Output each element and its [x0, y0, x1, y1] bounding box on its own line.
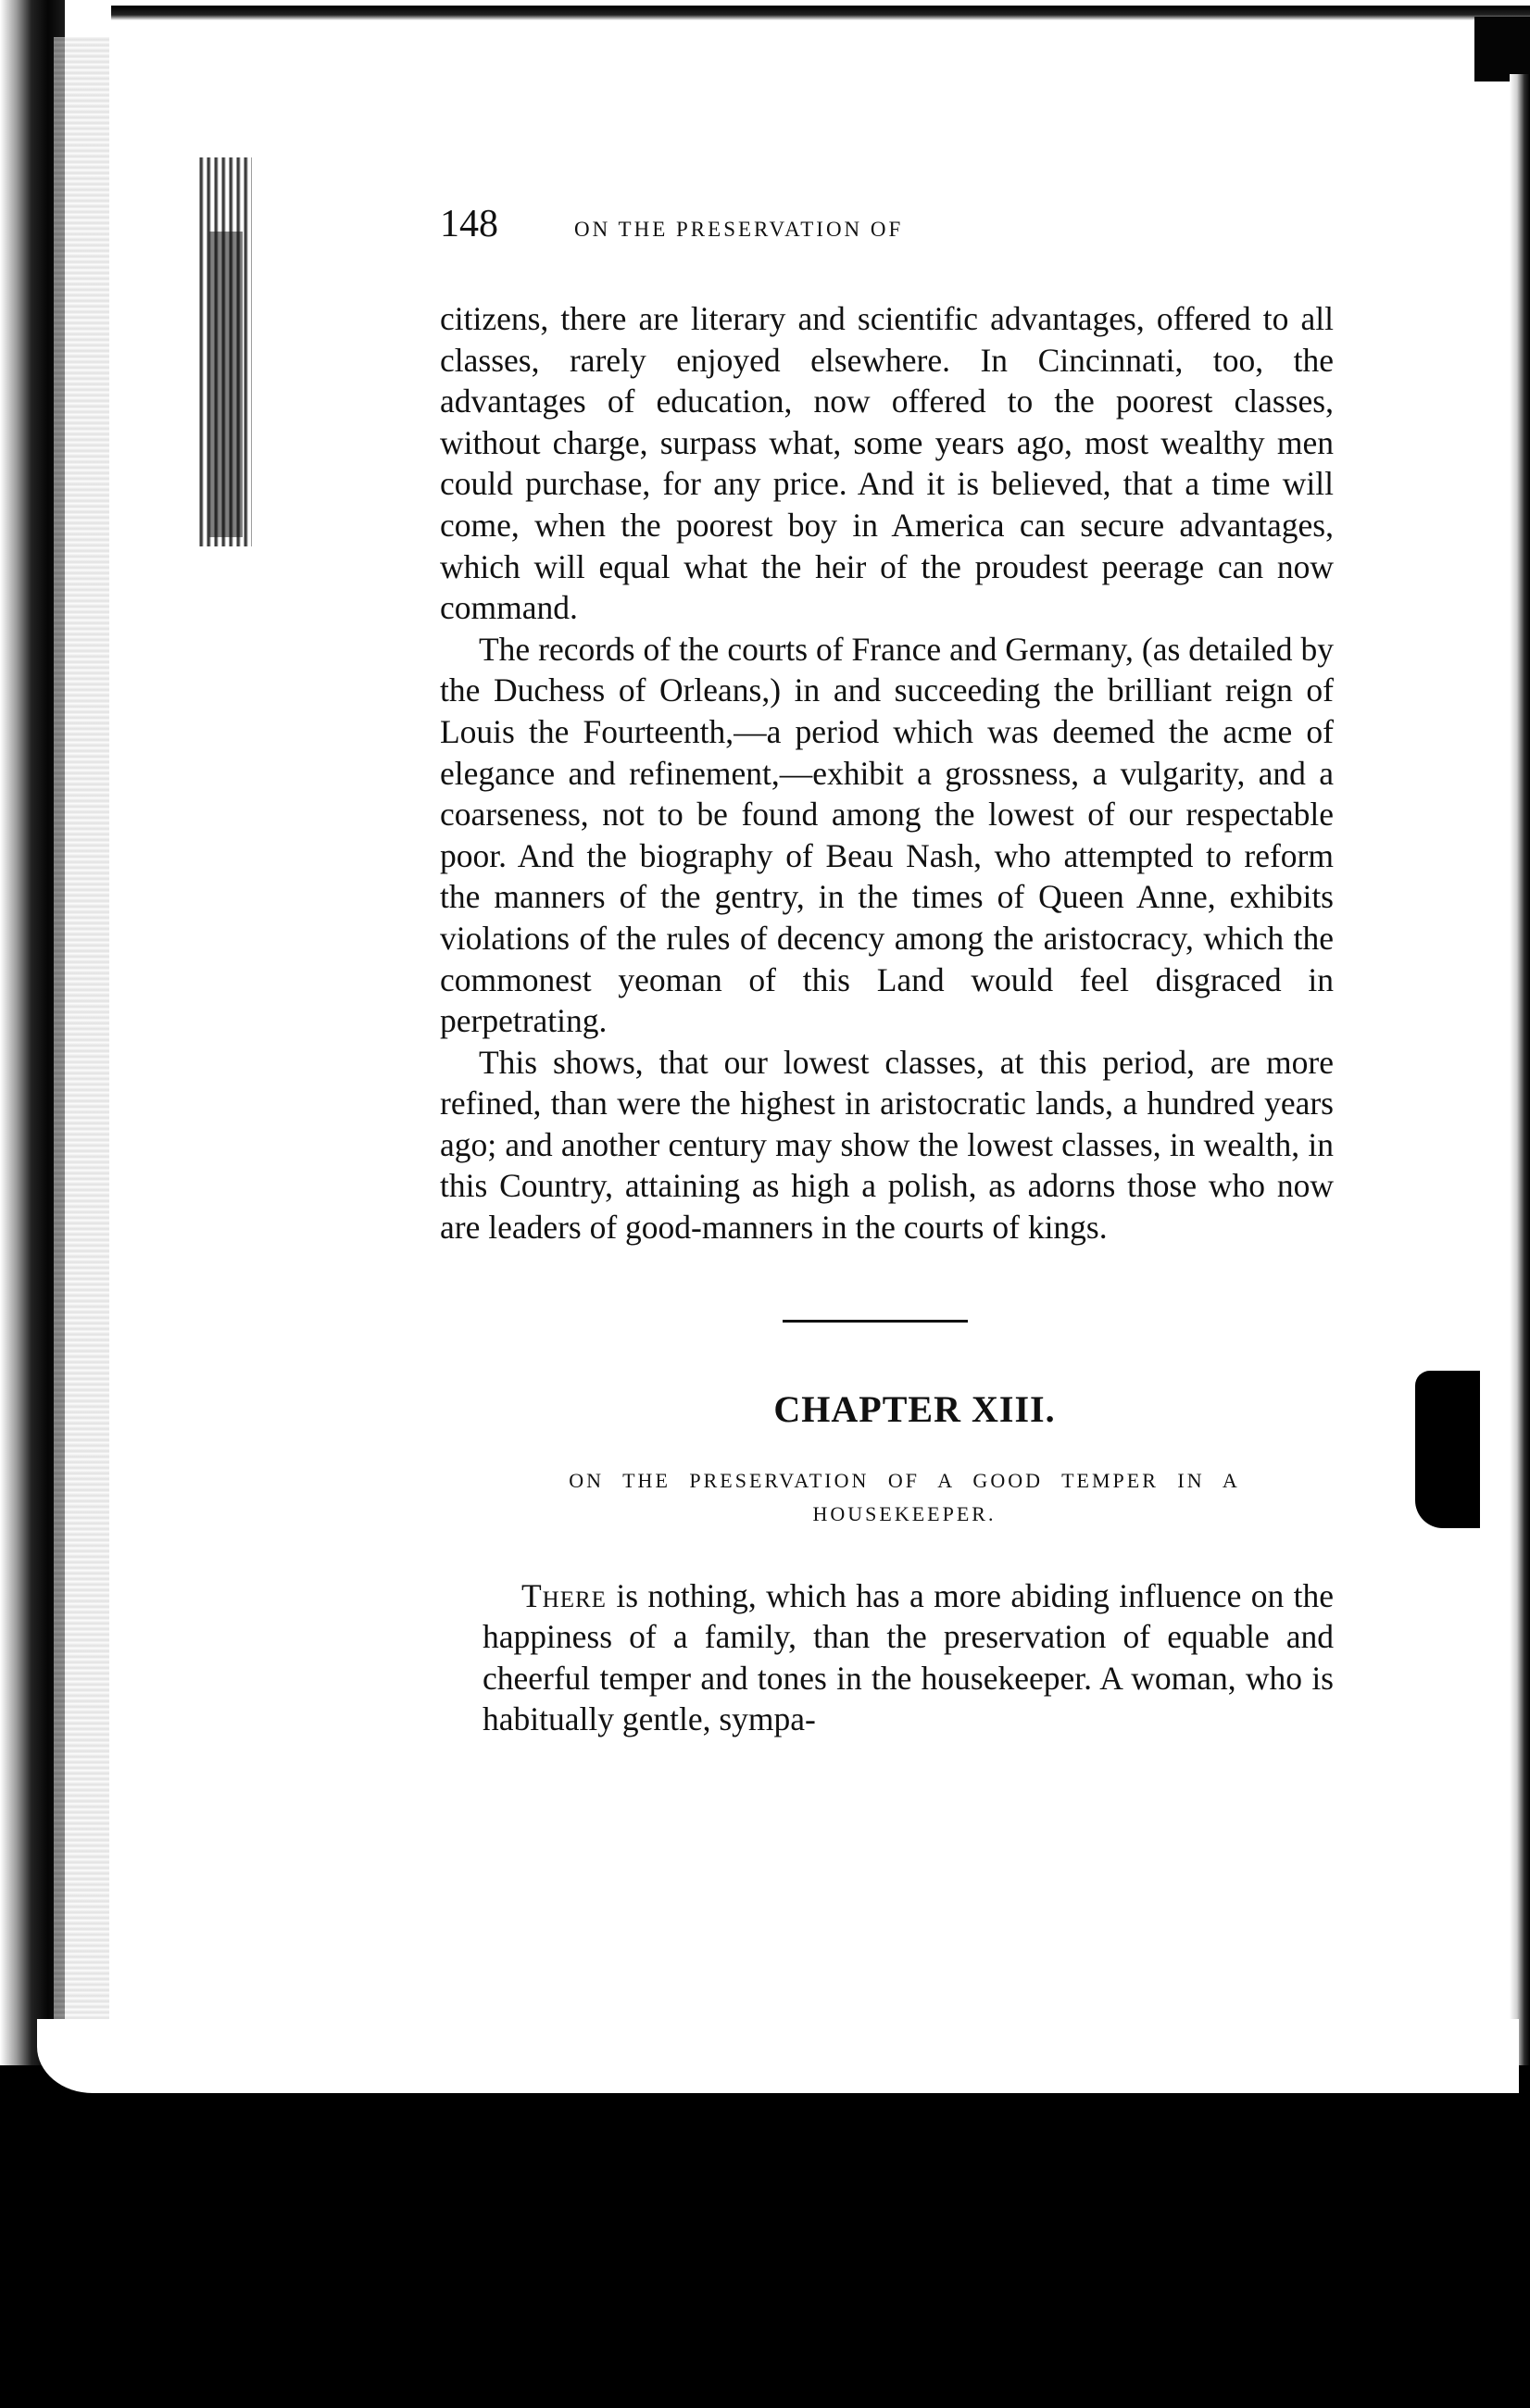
scanner-shadow-top	[111, 6, 1530, 20]
page-content	[440, 202, 1334, 1740]
page-bottom-curve	[37, 2019, 1519, 2093]
paragraph-2: The records of the courts of France and Germany, (as detailed by the Duchess of Orleans,) in and succeeding the brilliant reign of Louis the Fourteenth,—a period which was deemed the acme of elegance and refinement,—exhibit a grossness, a vulgarity, and a coarseness, not to be found among the lowest of our respectable poor. And the biography of Beau Nash, who attempted to reform the manners of the gentry, in the times of Queen Anne, exhibits violations of the rules of decency among the aristocracy, which the commonest yeoman of this Land would feel disgraced in perpetrating.	[440, 630, 1334, 1040]
opening-text: is nothing, which has a more abiding influence on the happiness of a family, than the preservation of equable and cheerful temper and tones in the housekeeper. A woman, who is habitually gentle, sympa-	[483, 1576, 1334, 1738]
lead-word: There	[521, 1576, 607, 1614]
scanner-bed-bottom	[0, 2065, 1530, 2408]
page-edge-texture	[54, 37, 109, 2056]
chapter-opening-paragraph	[440, 1575, 1334, 1740]
paragraph-3: This shows, that our lowest classes, at this period, are more refined, than were the highest in aristocratic lands, a hundred years ago; and another century may show the lowest classes, in wealth, in this Country, attaining as high a polish, as adorns those who now are leaders of good-manners in the courts of kings.	[440, 1043, 1334, 1247]
chapter-title: ON THE PRESERVATION OF A GOOD TEMPER IN A HOUSEKEEPER.	[569, 1468, 1240, 1525]
section-divider	[440, 1248, 1334, 1387]
chapter-heading: CHAPTER XIII.	[773, 1387, 1056, 1430]
scanner-shadow-top-right	[1474, 17, 1530, 82]
gutter-shadow-dark	[209, 232, 243, 537]
paragraph-1: citizens, there are literary and scientific advantages, offered to all classes, rarely enjoyed elsewhere. In Cincinnati, too, the advantages of education, now offered to the poorest classes, without charge, surpass what, some years ago, most wealthy men could purchase, for any price. And it is believed, that a time will come, when the poorest boy in America can secure advantages, which will equal what the heir of the proudest peerage can now command.	[440, 300, 1334, 627]
page-number: 148	[440, 203, 498, 245]
running-title: ON THE PRESERVATION OF	[574, 218, 904, 241]
scan-blot	[1415, 1371, 1480, 1528]
divider-rule	[783, 1320, 968, 1323]
running-head	[440, 202, 1334, 257]
